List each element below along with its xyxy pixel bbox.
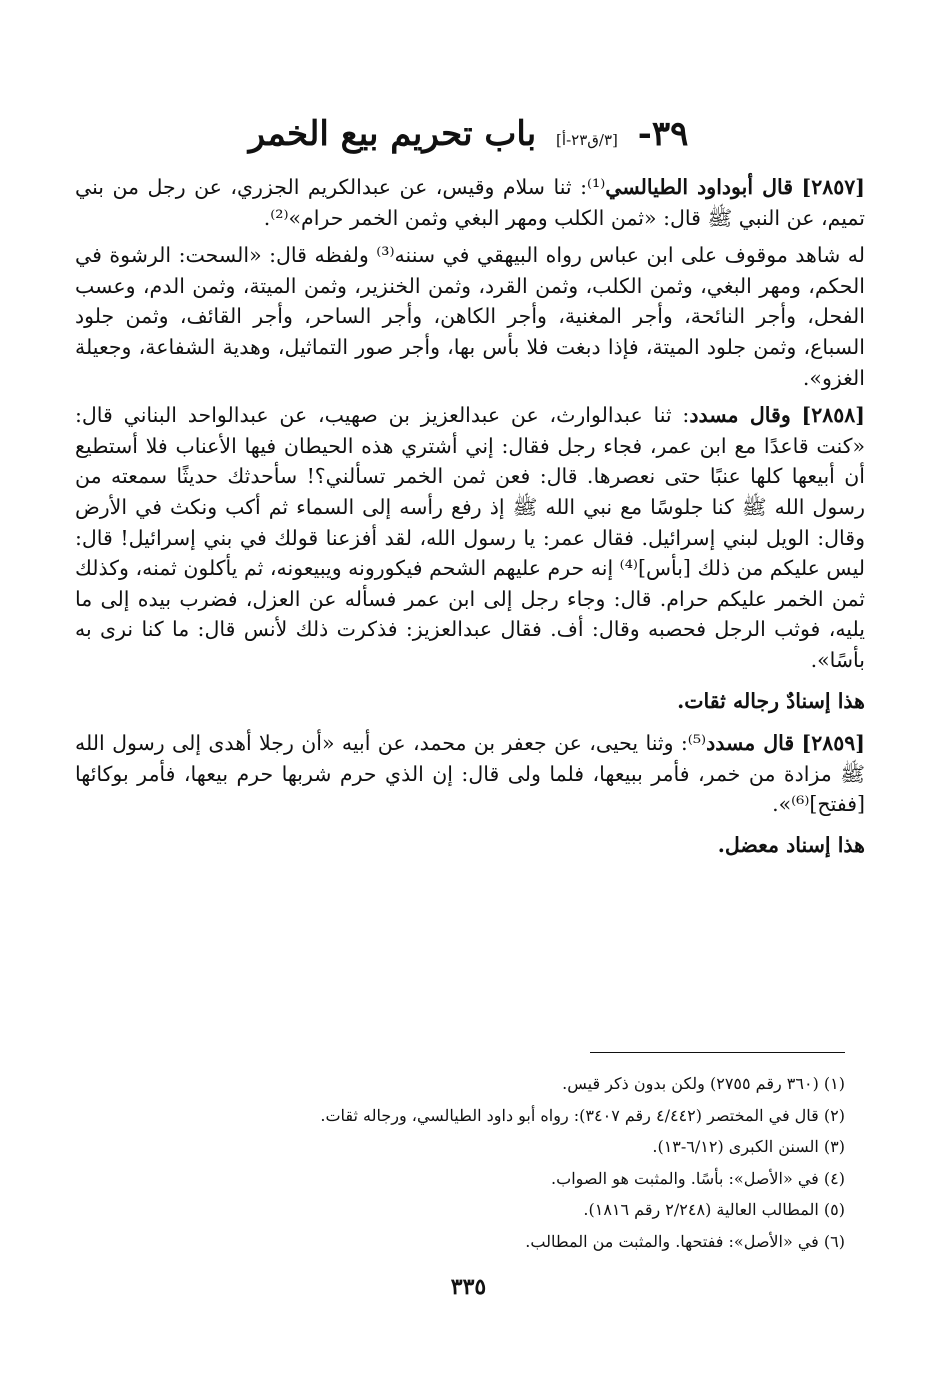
footnote: (٦) في «الأصل»: ففتحها. والمثبت من المطالب. <box>525 1231 845 1251</box>
hadith-2857 <box>75 172 865 233</box>
hadith-2859 <box>75 728 865 820</box>
footnote: (٣) السنن الكبرى (٦/١٢-١٣). <box>652 1137 845 1156</box>
narrator-lead: قال أبوداود الطيالسي <box>605 175 794 199</box>
isnad-verdict: هذا إسنادٌ رجاله ثقات. <box>677 688 865 713</box>
hadith-2858 <box>75 400 865 675</box>
chapter-heading <box>60 112 877 162</box>
hadith-number: [٢٨٥٧] <box>801 175 865 199</box>
commentary-text: له شاهد موقوف على ابن عباس رواه البيهقي في سننه⁽³⁾ ولفظه قال: «السحت: الرشوة في الحكم، ومهر البغي، وثمن الكلب، وثمن القرد، وثمن الخنزير، وثمن الميتة، وثمن الدم، وعسب الفحل، وأجر النائحة، وأجر المغنية، وأجر الكاهن، وأجر الساحر، وأجر القائف، وثمن جلود السباع، وثمن جلود الميتة، فإذا دبغت فلا بأس بها، وأجر صور التماثيل، وهدية الشفاعة، وجعيلة الغزو». <box>75 243 865 390</box>
page-number: ٣٣٥ <box>450 1274 487 1300</box>
hadith-number: [٢٨٥٩] <box>801 731 865 756</box>
footnote: (٢) قال في المختصر (٤/٤٤٢ رقم ٣٤٠٧): رواه أبو داود الطيالسي، ورجاله ثقات. <box>320 1105 845 1125</box>
footnotes <box>125 1068 845 1257</box>
chapter-number: ٣٩- <box>637 114 689 154</box>
hadith-text: : ثنا عبدالوارث، عن عبدالعزيز بن صهيب، عن عبدالواحد البناني قال: «كنت قاعدًا مع ابن عمر، فجاء رجل فقال: إني أشتري هذه الحيطان فيها الأعناب فلا أستطيع أن أبيعها كلها عنبًا حتى نعصرها. قال: فعن ثمن الخمر تسألني؟! سأحدثك حديثًا سمعته من رسول الله ﷺ كنا جلوسًا مع نبي الله ﷺ إذ رفع رأسه إلى السماء ثم أكب ونكث في الأرض وقال: الويل لبني إسرائيل. فقال عمر: يا رسول الله، لقد أفزعنا قولك في بني إسرائيل! قال: ليس عليكم من ذلك [بأس]⁽⁴⁾ إنه حرم عليهم الشحم فيكورونه ويبيعونه، ثم يأكلون ثمنه، وكذلك ثمن الخمر عليكم حرام. قال: وجاء رجل إلى ابن عمر فسأله عن العزل، فضرب بيده إلى ما يليه، فوثب الرجل فحصبه وقال: أف. فقال عبدالعزيز: فذكرت ذلك لأنس قال: ما كنا نرى به بأسًا». <box>75 403 865 672</box>
footnote: (٥) المطالب العالية (٢/٢٤٨ رقم ١٨١٦). <box>583 1200 845 1219</box>
isnad-verdict: هذا إسناد معضل. <box>717 832 865 857</box>
main-text <box>75 172 865 872</box>
chapter-title: باب تحريم بيع الخمر <box>248 114 537 154</box>
hadith-text: ⁽¹⁾: ثنا سلام وقيس، عن عبدالكريم الجزري، عن رجل من بني تميم، عن النبي ﷺ قال: «ثمن الكلب ومهر البغي وثمن الخمر حرام»⁽²⁾. <box>75 175 865 230</box>
commentary-paragraph <box>75 240 865 393</box>
hadith-text: ⁽⁵⁾: وثنا يحيى، عن جعفر بن محمد، عن أبيه «أن رجلا أهدى إلى رسول الله ﷺ مزادة من خمر، فأمر ببيعها، فلما ولى قال: إن الذي حرم شربها حرم بيعها، فأمر بوكائها [ففتح]⁽⁶⁾». <box>75 731 865 817</box>
narrator-lead: وقال مسدد <box>689 403 791 428</box>
hadith-number: [٢٨٥٨] <box>801 403 865 428</box>
manuscript-reference: [٣/ق٢٣-أ] <box>556 131 618 149</box>
footnote-divider <box>590 1052 845 1053</box>
footnote: (١) (٣٦٠ رقم ٢٧٥٥) ولكن بدون ذكر قيس. <box>562 1074 845 1093</box>
narrator-lead: قال مسدد <box>706 731 795 756</box>
footnote: (٤) في «الأصل»: بأسًا. والمثبت هو الصواب. <box>551 1168 845 1188</box>
